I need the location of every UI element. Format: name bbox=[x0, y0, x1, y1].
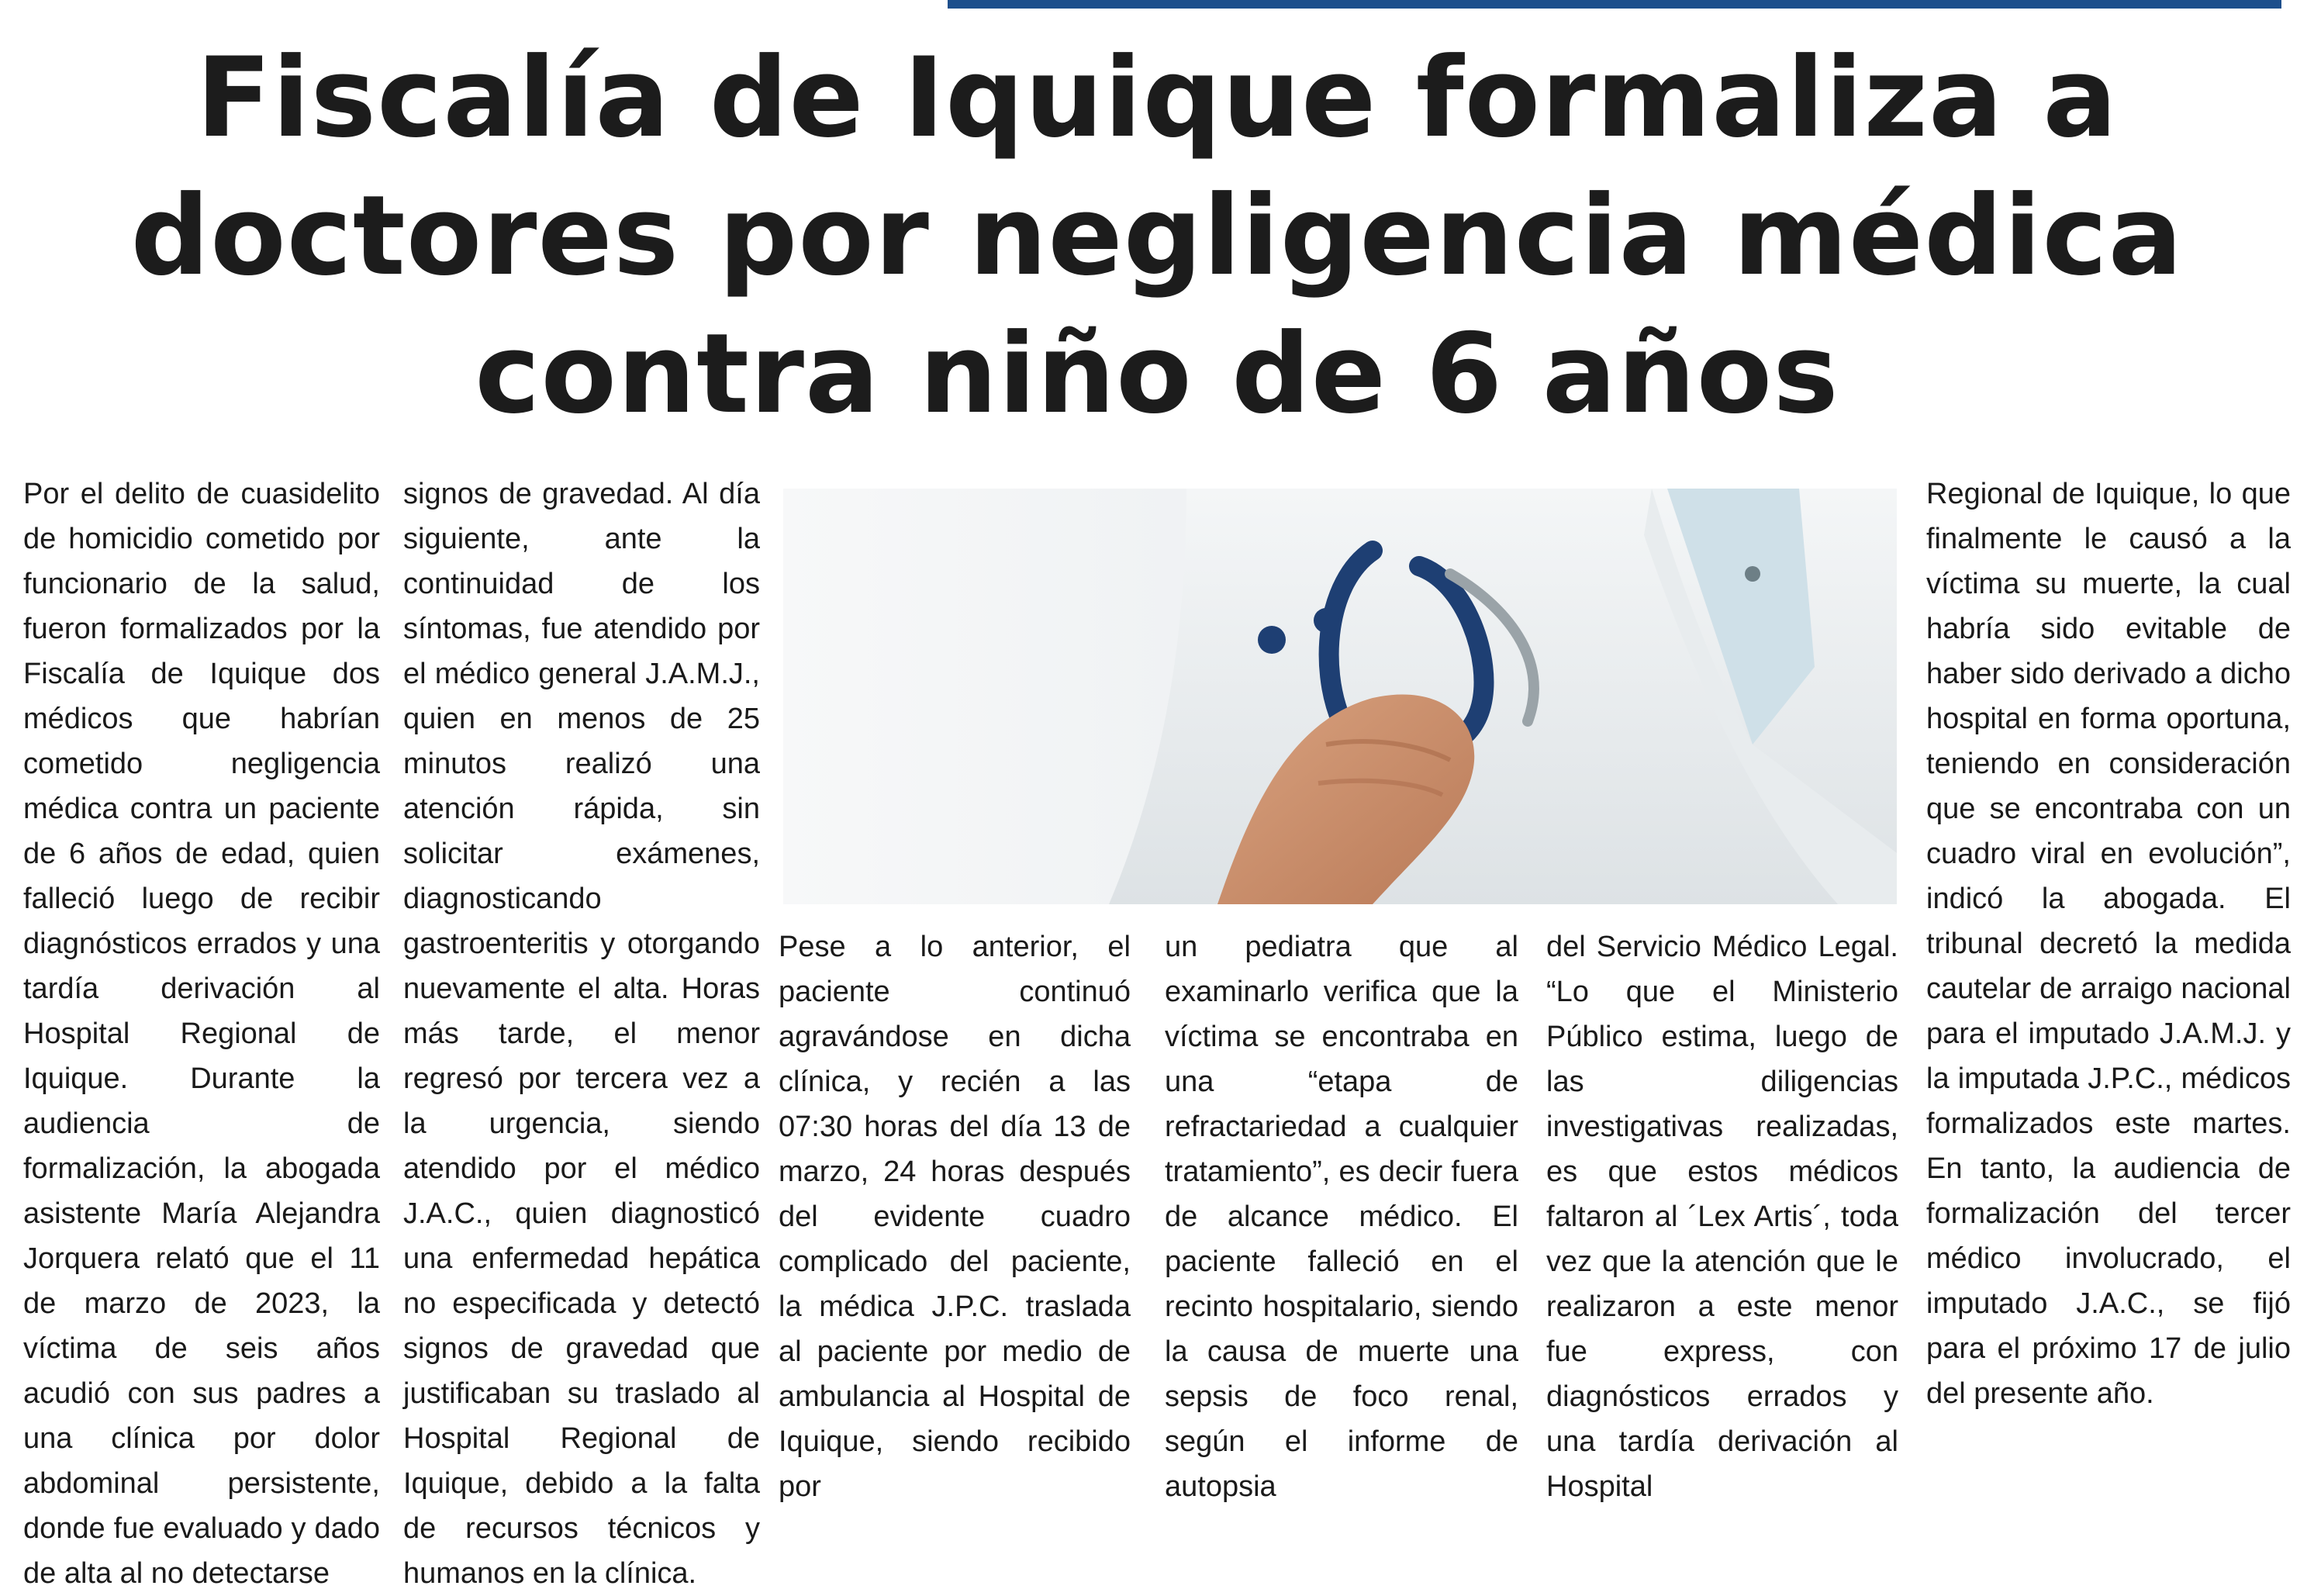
headline-line: doctores por negligencia médica bbox=[130, 172, 2184, 300]
headline-line: Fiscalía de Iquique formaliza a bbox=[195, 34, 2119, 162]
article-column-1: Por el delito de cuasidelito de homicidio cometido por funcionario de la salud, fueron formalizados por la Fiscalía de Iquique dos médicos que habrían cometido negligencia médica contra un paciente de 6 años de edad, quien falleció luego de recibir diagnósticos errados y una tardía derivación al Hospital Regional de Iquique. Durante la audiencia de formalización, la abogada asistente María Alejandra Jorquera relató que el 11 de marzo de 2023, la víctima de seis años acudió con sus padres a una clínica por dolor abdominal persistente, donde fue evaluado y dado de alta al no detectarse bbox=[23, 478, 380, 1590]
article-column-3: Pese a lo anterior, el paciente continuó agravándose en dicha clínica, y recién a las 07:30 horas del día 13 de marzo, 24 horas después del evidente cuadro complicado del paciente, la médica J.P.C. traslada al paciente por medio de ambulancia al Hospital de Iquique, siendo recibido por bbox=[779, 931, 1131, 1503]
top-rule bbox=[948, 0, 2281, 9]
headline-line: contra niño de 6 años bbox=[475, 310, 1839, 438]
doctor-stethoscope-illustration bbox=[783, 489, 1897, 904]
doctor-stethoscope-photo bbox=[783, 489, 1897, 904]
article-column-5: del Servicio Médico Legal. “Lo que el Ministerio Público estima, luego de las diligencias investigativas realizadas, es que estos médicos faltaron al ´Lex Artis´, toda vez que la atención que le realizaron a este menor fue express, con diagnósticos errados y una tardía derivación al Hospital bbox=[1546, 931, 1898, 1503]
article-column-4: un pediatra que al examinarlo verifica que la víctima se encontraba en una “etapa de refractariedad a cualquier tratamiento”, es decir fuera de alcance médico. El paciente falleció en el recinto hospitalario, siendo la causa de muerte una sepsis de foco renal, según el informe de autopsia bbox=[1165, 931, 1518, 1503]
article-column-2: signos de gravedad. Al día siguiente, ante la continuidad de los síntomas, fue atendido por el médico general J.A.M.J., quien en menos de 25 minutos realizó una atención rápida, sin solicitar exámenes, diagnosticando gastroenteritis y otorgando nuevamente el alta. Horas más tarde, el menor regresó por tercera vez a la urgencia, siendo atendido por el médico J.A.C., quien diagnosticó una enfermedad hepática no especificada y detectó signos de gravedad que justificaban su traslado al Hospital Regional de Iquique, debido a la falta de recursos técnicos y humanos en la clínica. bbox=[403, 478, 760, 1590]
article-column-6: Regional de Iquique, lo que finalmente le causó a la víctima su muerte, la cual habría sido evitable de haber sido derivado a dicho hospital en forma oportuna, teniendo en consideración que se encontraba con un cuadro viral en evolución”, indicó la abogada. El tribunal decretó la medida cautelar de arraigo nacional para el imputado J.A.M.J. y la imputada J.P.C., médicos formalizados este martes. En tanto, la audiencia de formalización del tercer médico involucrado, el imputado J.A.C., se fijó para el próximo 17 de julio del presente año. bbox=[1926, 478, 2291, 1410]
headline bbox=[0, 29, 2314, 444]
